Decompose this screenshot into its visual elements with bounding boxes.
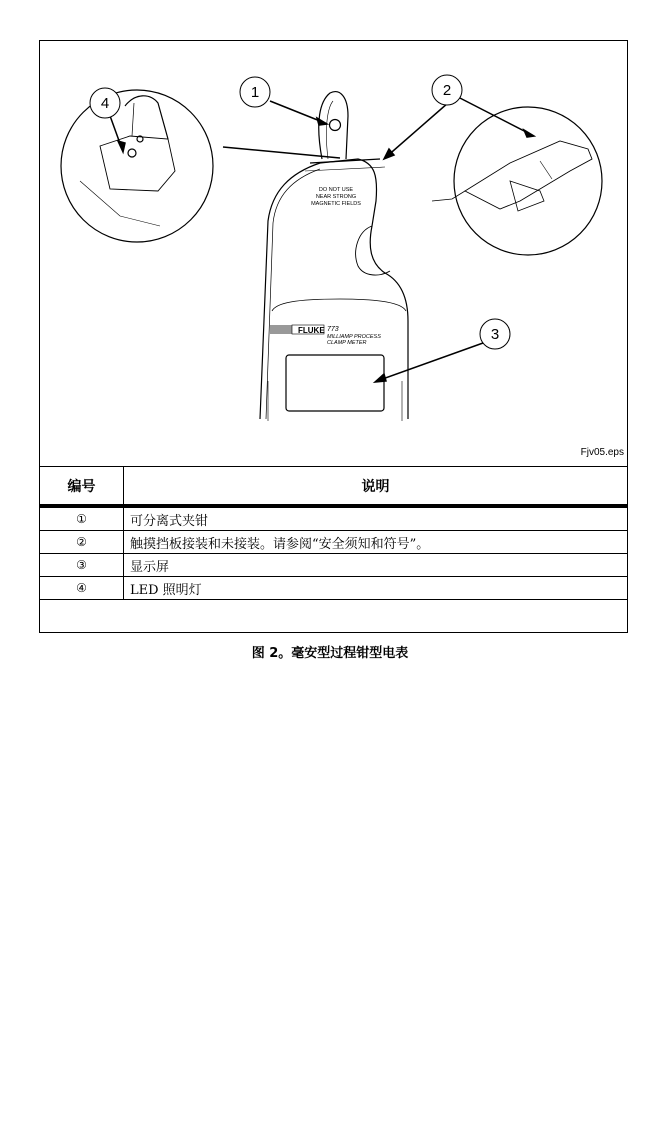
file-label: Fjv05.eps [580,447,624,458]
svg-text:MAGNETIC FIELDS: MAGNETIC FIELDS [311,201,361,207]
svg-text:MILLIAMP PROCESS: MILLIAMP PROCESS [327,334,381,340]
callout-4: 4 [100,95,110,112]
callout-1: 1 [250,84,260,101]
figure-frame [39,40,628,633]
model-label [327,326,381,346]
table-header-row [40,467,628,507]
row-number: ① [40,506,124,531]
meter-illustration [40,41,626,461]
callout-3: 3 [490,326,500,343]
callout-2: 2 [442,82,452,99]
svg-text:773: 773 [327,326,339,333]
row-description: 触摸挡板接装和未接装。请参阅“安全须知和符号”。 [124,531,628,554]
clamp-meter-drawing [40,41,626,461]
svg-text:NEAR STRONG: NEAR STRONG [315,194,357,200]
table-row [40,577,628,600]
figure-caption: 图 2。毫安型过程钳型电表 [251,646,409,661]
row-description: LED 照明灯 [124,577,628,600]
row-description: 可分离式夹钳 [124,506,628,531]
row-number: ③ [40,554,124,577]
meter-warning [311,187,361,207]
legend-table [39,466,628,600]
header-description: 说明 [124,467,628,507]
svg-text:CLAMP METER: CLAMP METER [327,340,367,346]
table-row [40,554,628,577]
svg-text:DO NOT USE: DO NOT USE [318,187,354,193]
brand-logo: FLUKE [298,326,325,335]
table-row [40,531,628,554]
table-row [40,506,628,531]
row-number: ② [40,531,124,554]
row-number: ④ [40,577,124,600]
row-description: 显示屏 [124,554,628,577]
header-number: 编号 [40,467,124,507]
